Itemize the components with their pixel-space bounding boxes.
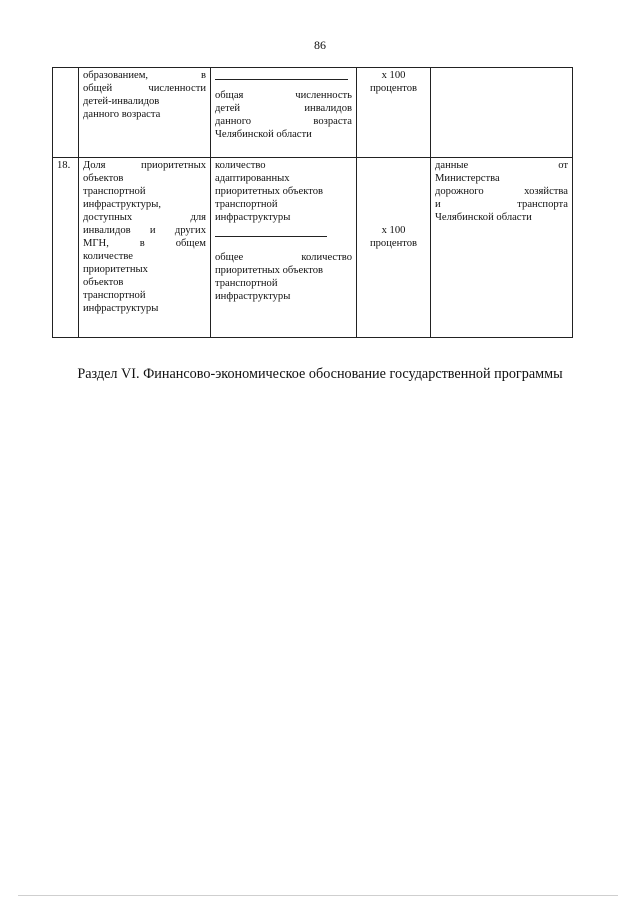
formula-cell bbox=[211, 158, 357, 338]
indicators-table bbox=[52, 67, 573, 338]
formula-denominator-line: транспортной bbox=[215, 278, 278, 289]
section-heading: Раздел VI. Финансово-экономическое обоснование государственной программы bbox=[77, 366, 563, 382]
multiplier-value: x 100 bbox=[381, 225, 406, 236]
multiplier-unit: процентов bbox=[369, 238, 418, 249]
source-line: дорожного хозяйства bbox=[435, 186, 568, 197]
indicator-name-line: объектов bbox=[83, 277, 124, 288]
formula-denominator-line: Челябинской области bbox=[215, 129, 312, 140]
multiplier-cell bbox=[357, 68, 431, 158]
indicator-name-line: МГН, в общем bbox=[83, 238, 206, 249]
source-cell bbox=[431, 158, 573, 338]
formula-denominator-line: детей инвалидов bbox=[215, 103, 352, 114]
formula-numerator-line: транспортной bbox=[215, 199, 278, 210]
page-bottom-edge bbox=[18, 895, 618, 896]
formula-denominator-line: общая численность bbox=[215, 90, 352, 101]
formula-denominator-line: приоритетных объектов bbox=[215, 265, 323, 276]
formula-numerator-line: адаптированных bbox=[215, 173, 290, 184]
source-line: Челябинской области bbox=[435, 212, 532, 223]
indicator-name-line: доступных для bbox=[83, 212, 206, 223]
multiplier-cell bbox=[357, 158, 431, 338]
table-row bbox=[53, 158, 573, 338]
fraction-bar bbox=[215, 226, 327, 237]
indicator-name-line: образованием, в bbox=[83, 70, 206, 81]
indicator-name-line: инфраструктуры bbox=[83, 303, 159, 314]
formula-denominator-line: общее количество bbox=[215, 252, 352, 263]
fraction-bar bbox=[215, 69, 348, 80]
formula-numerator-line: количество bbox=[215, 160, 266, 171]
indicator-name-line: транспортной bbox=[83, 186, 146, 197]
indicator-name-line: приоритетных bbox=[83, 264, 148, 275]
formula-cell bbox=[211, 68, 357, 158]
page-number: 86 bbox=[314, 38, 326, 52]
formula-numerator-line: инфраструктуры bbox=[215, 212, 291, 223]
formula-numerator-line: приоритетных объектов bbox=[215, 186, 323, 197]
indicator-name-line: инвалидов и других bbox=[83, 225, 206, 236]
indicator-name-cell bbox=[79, 68, 211, 158]
row-number-cell bbox=[53, 68, 79, 158]
table-row bbox=[53, 68, 573, 158]
multiplier-value: x 100 bbox=[381, 70, 406, 81]
indicator-name-cell bbox=[79, 158, 211, 338]
source-line: данные от bbox=[435, 160, 568, 171]
formula-denominator-line: данного возраста bbox=[215, 116, 352, 127]
indicator-name-line: данного возраста bbox=[83, 109, 161, 120]
source-cell bbox=[431, 68, 573, 158]
indicator-name-line: количестве bbox=[83, 251, 133, 262]
row-number-cell: 18. bbox=[53, 158, 79, 338]
indicator-name-line: объектов bbox=[83, 173, 124, 184]
multiplier-unit: процентов bbox=[369, 83, 418, 94]
indicator-name-line: инфраструктуры, bbox=[83, 199, 161, 210]
formula-denominator-line: инфраструктуры bbox=[215, 291, 291, 302]
indicator-name-line: детей-инвалидов bbox=[83, 96, 160, 107]
source-line: Министерства bbox=[435, 173, 500, 184]
indicator-name-line: транспортной bbox=[83, 290, 146, 301]
source-line: и транспорта bbox=[435, 199, 568, 210]
indicator-name-line: общей численности bbox=[83, 83, 206, 94]
indicator-name-line: Доля приоритетных bbox=[83, 160, 206, 171]
